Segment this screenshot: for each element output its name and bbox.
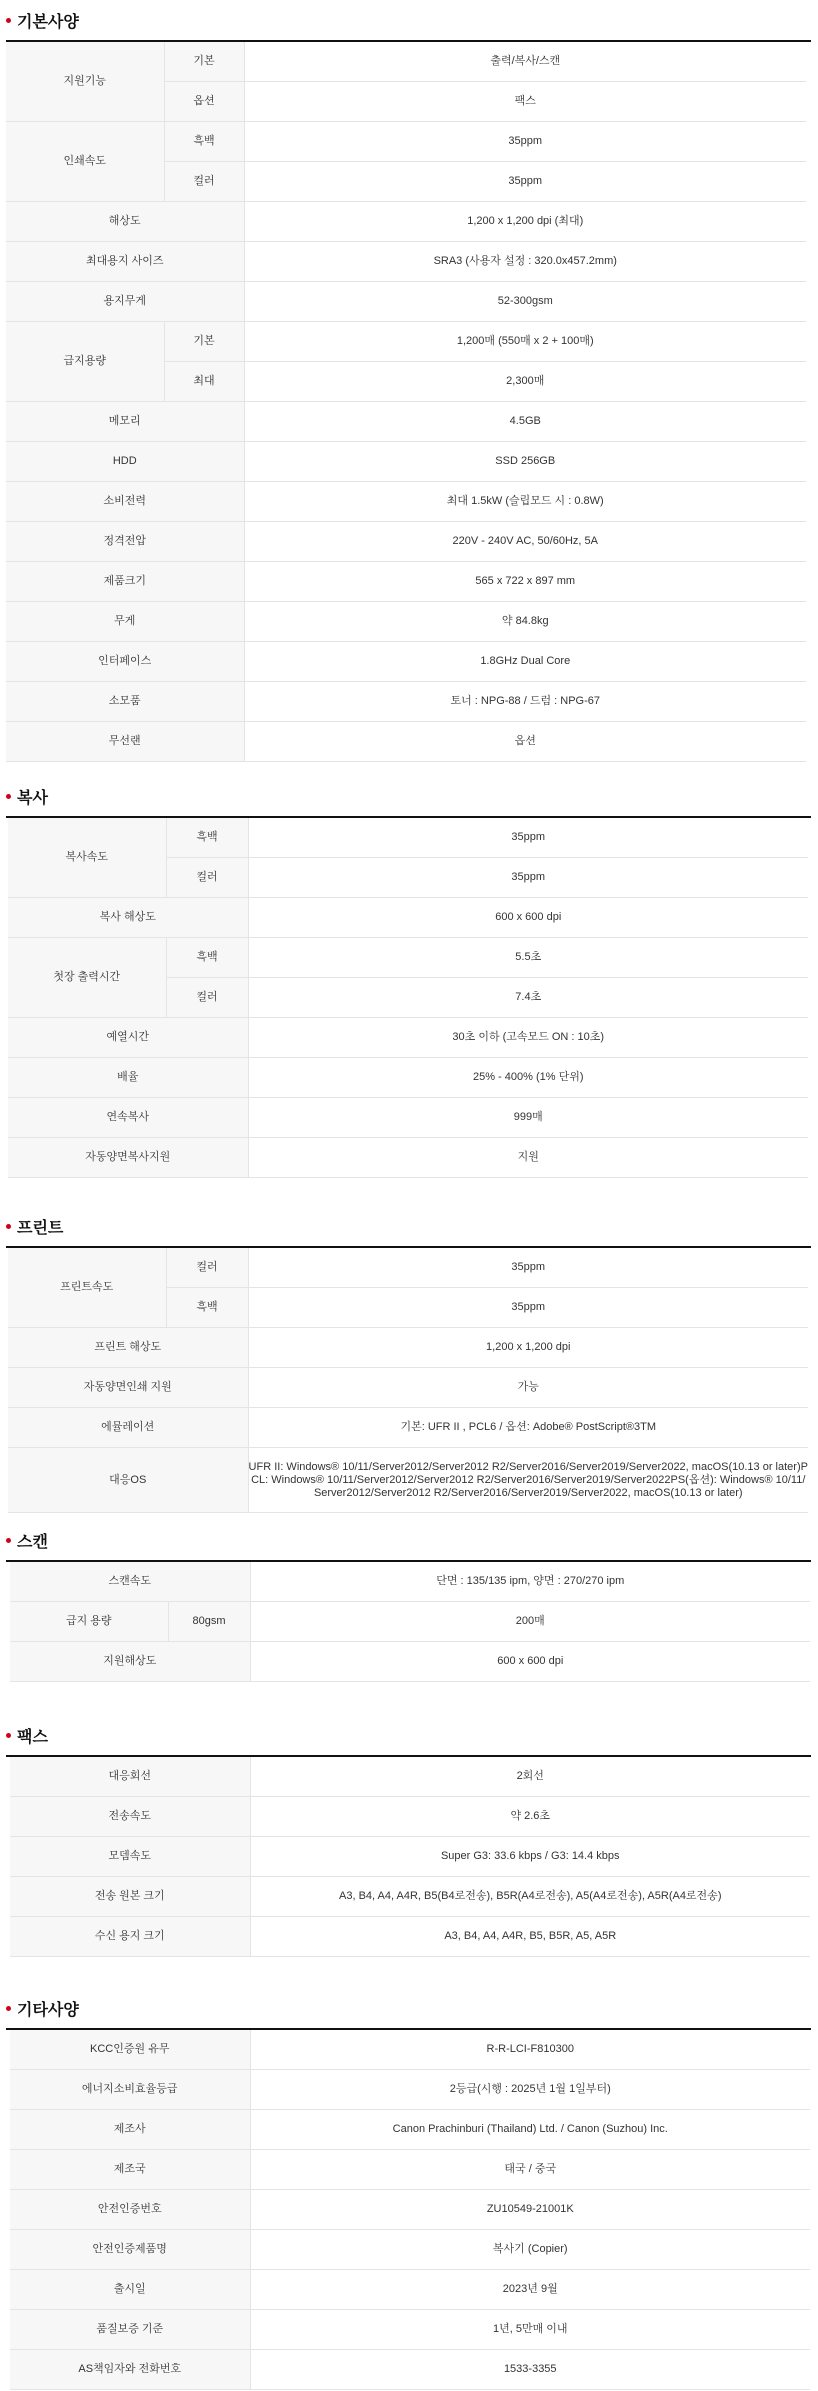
row-subheader: 기본: [164, 42, 244, 82]
table-row: [6, 402, 806, 442]
table-row: [10, 1602, 810, 1642]
bullet-icon: [6, 18, 11, 23]
table-row: [8, 1098, 808, 1138]
row-value: SSD 256GB: [244, 442, 806, 482]
table-row: [8, 938, 808, 978]
row-value: 옵션: [244, 722, 806, 762]
row-header: 복사 해상도: [8, 898, 248, 938]
table-row: [10, 1562, 810, 1602]
row-header: 급지용량: [6, 322, 164, 402]
row-header: 배율: [8, 1058, 248, 1098]
table-row: [10, 1642, 810, 1682]
row-value: 2등급(시행 : 2025년 1월 1일부터): [250, 2070, 810, 2110]
section-basic: [0, 0, 818, 762]
row-value: 2회선: [250, 1757, 810, 1797]
row-value: SRA3 (사용자 설정 : 320.0x457.2mm): [244, 242, 806, 282]
row-value: 600 x 600 dpi: [248, 898, 808, 938]
row-value: 1,200 x 1,200 dpi: [248, 1328, 808, 1368]
table-row: [10, 1917, 810, 1957]
row-header: 자동양면인쇄 지원: [8, 1368, 248, 1408]
spec-table-etc: [10, 2030, 810, 2390]
row-header: 지원기능: [6, 42, 164, 122]
row-subheader: 옵션: [164, 82, 244, 122]
row-value: A3, B4, A4, A4R, B5, B5R, A5, A5R: [250, 1917, 810, 1957]
table-row: [10, 1757, 810, 1797]
row-header: 정격전압: [6, 522, 244, 562]
spec-table-copy: [8, 818, 808, 1178]
table-row: [8, 1448, 808, 1513]
row-header: 무게: [6, 602, 244, 642]
table-row: [8, 1368, 808, 1408]
section-title-scan: [6, 1520, 811, 1562]
row-subheader: 흑백: [166, 818, 248, 858]
table-row: [8, 1248, 808, 1288]
row-header: 첫장 출력시간: [8, 938, 166, 1018]
section-heading: 팩스: [17, 1729, 48, 1746]
row-header: 프린트 해상도: [8, 1328, 248, 1368]
row-header: 연속복사: [8, 1098, 248, 1138]
table-row: [8, 1328, 808, 1368]
row-value: 가능: [248, 1368, 808, 1408]
section-print: [0, 1206, 818, 1513]
section-title-fax: [6, 1715, 811, 1757]
row-value: 복사기 (Copier): [250, 2230, 810, 2270]
row-value: 600 x 600 dpi: [250, 1642, 810, 1682]
row-subheader: 컬러: [164, 162, 244, 202]
section-heading: 기타사양: [17, 2002, 79, 2019]
row-value: 1.8GHz Dual Core: [244, 642, 806, 682]
row-header: 지원해상도: [10, 1642, 250, 1682]
row-value: 1년, 5만매 이내: [250, 2310, 810, 2350]
row-header: 해상도: [6, 202, 244, 242]
table-row: [10, 1877, 810, 1917]
table-row: [10, 2230, 810, 2270]
row-header: 스캔속도: [10, 1562, 250, 1602]
section-heading: 기본사양: [17, 14, 79, 31]
row-value: 1533-3355: [250, 2350, 810, 2390]
table-row: [10, 2310, 810, 2350]
table-row: [10, 2270, 810, 2310]
table-row: [6, 282, 806, 322]
table-row: [8, 898, 808, 938]
row-header: 대응회선: [10, 1757, 250, 1797]
row-value: UFR II: Windows® 10/11/Server2012/Server2012 R2/Server2016/Server2019/Server2022, macOS(10.13 or later)PCL: Windows® 10/11/Server2012/Server2012 R2/Server2016/Server2019/Server2022PS(옵션): Windows® 10/11/Server2012/Server2012 R2/Server2016/Server2019/Server2022, macOS(10.13 or later): [248, 1448, 808, 1513]
row-header: HDD: [6, 442, 244, 482]
row-header: 복사속도: [8, 818, 166, 898]
table-row: [6, 522, 806, 562]
row-header: 자동양면복사지원: [8, 1138, 248, 1178]
bullet-icon: [6, 794, 11, 799]
table-row: [10, 1797, 810, 1837]
table-row: [6, 602, 806, 642]
row-header: 안전인증번호: [10, 2190, 250, 2230]
section-heading: 복사: [17, 790, 48, 807]
row-value: ZU10549-21001K: [250, 2190, 810, 2230]
table-row: [6, 242, 806, 282]
row-value: 35ppm: [248, 1248, 808, 1288]
row-value: R-R-LCI-F810300: [250, 2030, 810, 2070]
table-row: [8, 1058, 808, 1098]
row-subheader: 최대: [164, 362, 244, 402]
row-value: 35ppm: [248, 818, 808, 858]
table-row: [10, 2110, 810, 2150]
table-row: [6, 42, 806, 82]
row-header: 출시일: [10, 2270, 250, 2310]
row-value: Super G3: 33.6 kbps / G3: 14.4 kbps: [250, 1837, 810, 1877]
row-header: 수신 용지 크기: [10, 1917, 250, 1957]
row-value: 2,300매: [244, 362, 806, 402]
table-row: [6, 482, 806, 522]
row-value: 단면 : 135/135 ipm, 양면 : 270/270 ipm: [250, 1562, 810, 1602]
row-value: 35ppm: [244, 162, 806, 202]
row-subheader: 흑백: [166, 938, 248, 978]
row-value: 2023년 9월: [250, 2270, 810, 2310]
bullet-icon: [6, 2006, 11, 2011]
row-value: 565 x 722 x 897 mm: [244, 562, 806, 602]
row-header: 예열시간: [8, 1018, 248, 1058]
row-header: 대응OS: [8, 1448, 248, 1513]
row-value: 25% - 400% (1% 단위): [248, 1058, 808, 1098]
row-value: 35ppm: [248, 858, 808, 898]
section-title-print: [6, 1206, 811, 1248]
row-subheader: 컬러: [166, 978, 248, 1018]
row-header: 용지무게: [6, 282, 244, 322]
row-header: 인터페이스: [6, 642, 244, 682]
table-row: [10, 2030, 810, 2070]
row-value: Canon Prachinburi (Thailand) Ltd. / Canon (Suzhou) Inc.: [250, 2110, 810, 2150]
table-row: [10, 2190, 810, 2230]
table-row: [6, 722, 806, 762]
table-row: [6, 322, 806, 362]
row-value: 약 84.8kg: [244, 602, 806, 642]
row-header: 제조국: [10, 2150, 250, 2190]
row-value: 1,200 x 1,200 dpi (최대): [244, 202, 806, 242]
row-header: AS책임자와 전화번호: [10, 2350, 250, 2390]
row-value: 팩스: [244, 82, 806, 122]
bullet-icon: [6, 1538, 11, 1543]
row-header: 모뎀속도: [10, 1837, 250, 1877]
row-value: 최대 1.5kW (슬립모드 시 : 0.8W): [244, 482, 806, 522]
table-row: [10, 2350, 810, 2390]
row-value: 4.5GB: [244, 402, 806, 442]
table-row: [8, 1018, 808, 1058]
section-scan: [0, 1520, 818, 1682]
spec-table-fax: [10, 1757, 810, 1957]
row-header: 인쇄속도: [6, 122, 164, 202]
row-value: 기본: UFR II , PCL6 / 옵션: Adobe® PostScript®3TM: [248, 1408, 808, 1448]
section-title-basic: [6, 0, 811, 42]
row-subheader: 흑백: [166, 1288, 248, 1328]
row-header: 전송 원본 크기: [10, 1877, 250, 1917]
row-value: 5.5초: [248, 938, 808, 978]
row-value: 999매: [248, 1098, 808, 1138]
row-value: 태국 / 중국: [250, 2150, 810, 2190]
row-header: 메모리: [6, 402, 244, 442]
row-value: 35ppm: [248, 1288, 808, 1328]
row-header: 안전인증제품명: [10, 2230, 250, 2270]
table-row: [6, 682, 806, 722]
table-row: [6, 202, 806, 242]
row-value: 52-300gsm: [244, 282, 806, 322]
table-row: [8, 818, 808, 858]
table-row: [6, 122, 806, 162]
row-header: 전송속도: [10, 1797, 250, 1837]
row-subheader: 흑백: [164, 122, 244, 162]
table-row: [8, 1408, 808, 1448]
row-value: 1,200매 (550매 x 2 + 100매): [244, 322, 806, 362]
section-title-copy: [6, 776, 811, 818]
row-value: A3, B4, A4, A4R, B5(B4로전송), B5R(A4로전송), A5(A4로전송), A5R(A4로전송): [250, 1877, 810, 1917]
section-heading: 프린트: [17, 1220, 64, 1237]
row-value: 출력/복사/스캔: [244, 42, 806, 82]
table-row: [6, 562, 806, 602]
row-header: 급지 용량: [10, 1602, 168, 1642]
table-row: [8, 1138, 808, 1178]
row-value: 35ppm: [244, 122, 806, 162]
row-header: 무선랜: [6, 722, 244, 762]
table-row: [10, 2150, 810, 2190]
row-header: 제품크기: [6, 562, 244, 602]
spec-table-print: [8, 1248, 808, 1513]
row-header: 품질보증 기준: [10, 2310, 250, 2350]
row-subheader: 80gsm: [168, 1602, 250, 1642]
spec-table-scan: [10, 1562, 810, 1682]
row-subheader: 컬러: [166, 858, 248, 898]
row-header: 소모품: [6, 682, 244, 722]
row-header: 프린트속도: [8, 1248, 166, 1328]
row-value: 200매: [250, 1602, 810, 1642]
row-value: 약 2.6초: [250, 1797, 810, 1837]
section-etc: [0, 1988, 818, 2390]
row-value: 7.4초: [248, 978, 808, 1018]
section-heading: 스캔: [17, 1534, 48, 1551]
table-row: [10, 1837, 810, 1877]
spec-table-basic: [6, 42, 806, 762]
row-value: 토너 : NPG-88 / 드럼 : NPG-67: [244, 682, 806, 722]
row-header: KCC인증원 유무: [10, 2030, 250, 2070]
row-value: 220V - 240V AC, 50/60Hz, 5A: [244, 522, 806, 562]
section-title-etc: [6, 1988, 811, 2030]
bullet-icon: [6, 1224, 11, 1229]
row-value: 30초 이하 (고속모드 ON : 10초): [248, 1018, 808, 1058]
row-header: 최대용지 사이즈: [6, 242, 244, 282]
row-header: 에너지소비효율등급: [10, 2070, 250, 2110]
row-header: 소비전력: [6, 482, 244, 522]
section-copy: [0, 776, 818, 1178]
table-row: [6, 642, 806, 682]
table-row: [6, 442, 806, 482]
row-header: 제조사: [10, 2110, 250, 2150]
row-value: 지원: [248, 1138, 808, 1178]
row-subheader: 컬러: [166, 1248, 248, 1288]
section-fax: [0, 1715, 818, 1957]
bullet-icon: [6, 1733, 11, 1738]
table-row: [10, 2070, 810, 2110]
row-subheader: 기본: [164, 322, 244, 362]
row-header: 에뮬레이션: [8, 1408, 248, 1448]
